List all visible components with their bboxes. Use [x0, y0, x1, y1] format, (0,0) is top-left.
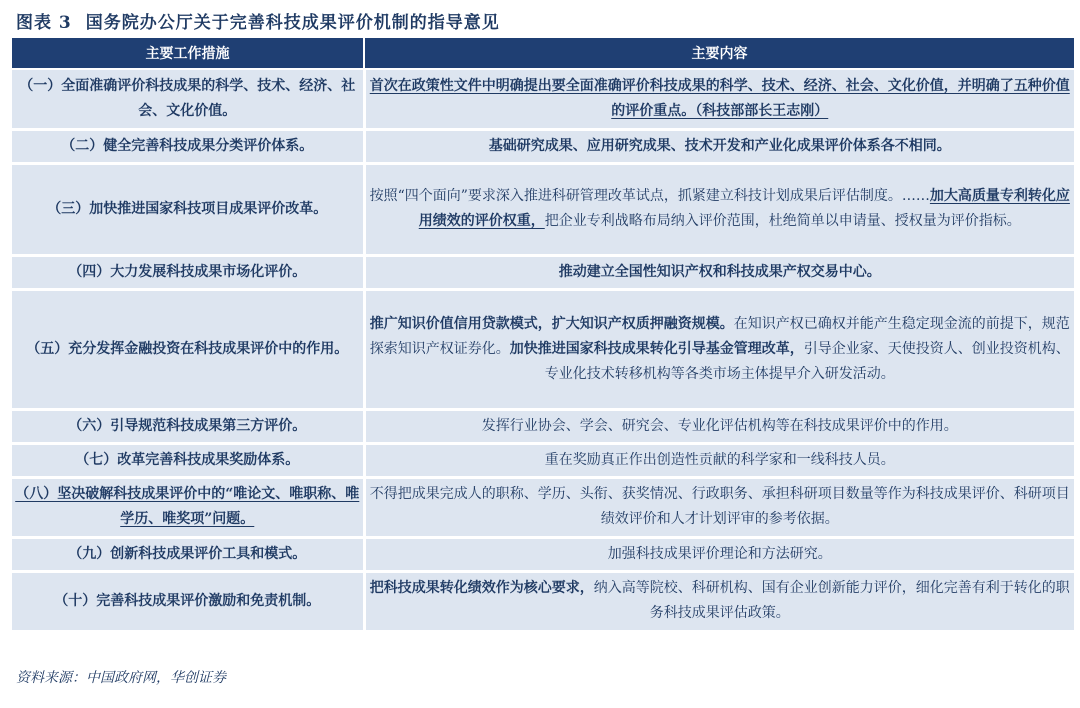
- content-segment: 首次在政策性文件中明确提出要全面准确评价科技成果的科学、技术、经济、社会、文化价值，并明确了五种价值的评价重点。（科技部部长王志刚）: [369, 77, 1070, 119]
- content-segment: 加大高质量专利转化应用绩效的评价权重，: [418, 188, 1070, 229]
- measure-text: （四）大力发展科技成果市场化评价。: [68, 263, 307, 280]
- content-segment: 发挥行业协会、学会、研究会、专业化评估机构等在科技成果评价中的作用。: [481, 417, 958, 434]
- table-row: [12, 129, 1074, 163]
- content-cell: [364, 571, 1074, 631]
- measure-text: （五）充分发挥金融投资在科技成果评价中的作用。: [26, 340, 349, 357]
- table-row: [12, 477, 1074, 537]
- measure-text: （十）完善科技成果评价激励和免责机制。: [54, 592, 321, 609]
- content-segment: 在知识产权已确权并能产生稳定现金流的前提下，规范探索知识产权证券化。: [369, 315, 1070, 357]
- content-cell: [364, 409, 1074, 443]
- content-segment: 基础研究成果、应用研究成果、技术开发和产业化成果评价体系各不相同。: [488, 137, 951, 154]
- content-segment: 纳入高等院校、科研机构、国有企业创新能力评价，细化完善有利于转化的职务科技成果评估政策。: [593, 580, 1070, 621]
- table-body: [12, 69, 1074, 631]
- policy-table: [12, 38, 1074, 633]
- figure-number: 图表 3: [16, 13, 72, 33]
- table-row: [12, 163, 1074, 255]
- measure-text: （六）引导规范科技成果第三方评价。: [68, 417, 307, 434]
- measure-cell: [12, 255, 364, 289]
- table-row: [12, 69, 1074, 129]
- content-segment: 把科技成果转化绩效作为核心要求，: [369, 580, 594, 596]
- table-row: [12, 537, 1074, 571]
- content-cell: [364, 255, 1074, 289]
- content-cell: [364, 443, 1074, 477]
- table-row: [12, 289, 1074, 409]
- measure-cell: [12, 477, 364, 537]
- content-segment: 加快推进国家科技成果转化引导基金管理改革，: [509, 340, 804, 357]
- measure-text: （七）改革完善科技成果奖励体系。: [75, 451, 300, 468]
- content-segment: 把企业专利战略布局纳入评价范围，杜绝简单以申请量、授权量为评价指标。: [544, 213, 1021, 229]
- header-content: 主要内容: [364, 38, 1074, 69]
- content-cell: [364, 69, 1074, 129]
- measure-text: （九）创新科技成果评价工具和模式。: [68, 545, 307, 562]
- measure-cell: [12, 163, 364, 255]
- measure-cell: [12, 69, 364, 129]
- figure-caption: [16, 8, 500, 33]
- table-row: [12, 443, 1074, 477]
- content-cell: [364, 477, 1074, 537]
- measure-cell: [12, 289, 364, 409]
- content-segment: 加强科技成果评价理论和方法研究。: [607, 545, 832, 562]
- table-row: [12, 255, 1074, 289]
- content-cell: [364, 289, 1074, 409]
- content-segment: 重在奖励真正作出创造性贡献的科学家和一线科技人员。: [544, 451, 895, 468]
- content-segment: 不得把成果完成人的职称、学历、头衔、获奖情况、行政职务、承担科研项目数量等作为科技成果评价、科研项目绩效评价和人才计划评审的参考依据。: [369, 486, 1070, 527]
- content-segment: 推广知识价值信用贷款模式，扩大知识产权质押融资规模。: [369, 315, 734, 332]
- content-cell: [364, 163, 1074, 255]
- content-cell: [364, 129, 1074, 163]
- measure-text: （一）全面准确评价科技成果的科学、技术、经济、社会、文化价值。: [19, 77, 356, 119]
- measure-cell: [12, 409, 364, 443]
- measure-cell: [12, 443, 364, 477]
- measure-cell: [12, 571, 364, 631]
- figure-title: 国务院办公厅关于完善科技成果评价机制的指导意见: [85, 13, 500, 33]
- header-measures: 主要工作措施: [12, 38, 364, 69]
- content-segment: 引导企业家、天使投资人、创业投资机构、专业化技术转移机构等各类市场主体提早介入研发活动。: [544, 340, 1070, 382]
- measure-text: （八）坚决破解科技成果评价中的“唯论文、唯职称、唯学历、唯奖项”问题。: [15, 486, 360, 527]
- measure-cell: [12, 129, 364, 163]
- measure-cell: [12, 537, 364, 571]
- source-note: 资料来源：中国政府网，华创证券: [16, 670, 226, 686]
- measure-text: （三）加快推进国家科技项目成果评价改革。: [47, 200, 328, 217]
- measure-text: （二）健全完善科技成果分类评价体系。: [61, 137, 314, 154]
- table-row: [12, 409, 1074, 443]
- table-row: [12, 571, 1074, 631]
- table-header-row: [12, 38, 1074, 69]
- content-cell: [364, 537, 1074, 571]
- content-segment: 推动建立全国性知识产权和科技成果产权交易中心。: [558, 263, 881, 280]
- content-segment: 按照“四个面向”要求深入推进科研管理改革试点，抓紧建立科技计划成果后评估制度。……: [369, 188, 930, 204]
